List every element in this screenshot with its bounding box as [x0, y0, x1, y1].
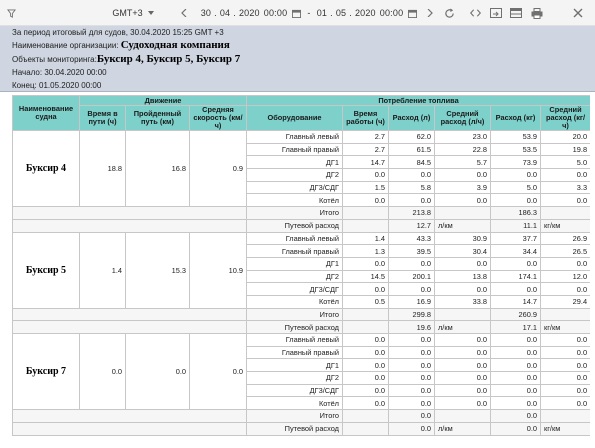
total-work-cell: [343, 207, 389, 220]
equipment-name-cell: Котёл: [247, 194, 343, 207]
work-time-cell: 0.0: [343, 346, 389, 359]
avg-consumption-l-cell: 0.0: [435, 397, 491, 410]
equipment-name-cell: ДГ2: [247, 372, 343, 385]
equipment-name-cell: ДГ2: [247, 270, 343, 283]
table-row: [13, 131, 591, 144]
export-icon[interactable]: [488, 0, 504, 26]
consumption-l-cell: 0.0: [389, 334, 435, 347]
consumption-kg-cell: 0.0: [491, 194, 541, 207]
route-consumption-row: [13, 219, 591, 232]
avg-consumption-kg-cell: 20.0: [541, 131, 591, 144]
route-label-cell: Путевой расход: [247, 321, 343, 334]
avg-consumption-kg-cell: 0.0: [541, 372, 591, 385]
route-l-cell: 19.6: [389, 321, 435, 334]
avg-consumption-kg-cell: 5.0: [541, 156, 591, 169]
code-icon[interactable]: [468, 0, 482, 26]
close-icon[interactable]: [570, 0, 586, 26]
col-avg-consumption-l-header: Средний расход (л/ч): [435, 106, 491, 131]
date-from-field[interactable]: [198, 0, 290, 26]
route-label-cell: Путевой расход: [247, 219, 343, 232]
avg-speed-cell: 0.9: [190, 131, 247, 207]
consumption-l-cell: 0.0: [389, 257, 435, 270]
date-to-day: 01: [316, 8, 328, 18]
back-icon[interactable]: [178, 0, 190, 26]
consumption-kg-cell: 0.0: [491, 372, 541, 385]
consumption-kg-cell: 0.0: [491, 359, 541, 372]
objects-label: Объекты мониторинга:: [12, 55, 97, 64]
work-time-cell: 0.0: [343, 257, 389, 270]
chevron-down-icon: [148, 11, 154, 15]
equipment-name-cell: ДГ2: [247, 169, 343, 182]
total-spacer-cell: [13, 308, 247, 321]
total-kg-cell: 0.0: [491, 410, 541, 423]
work-time-cell: 0.0: [343, 397, 389, 410]
consumption-l-cell: 5.8: [389, 181, 435, 194]
work-time-cell: 1.4: [343, 232, 389, 245]
route-l-unit-cell: л/км: [435, 219, 491, 232]
avg-consumption-kg-cell: 12.0: [541, 270, 591, 283]
route-kg-unit-cell: кг/км: [541, 422, 591, 435]
route-kg-cell: 0.0: [491, 422, 541, 435]
total-l-cell: 299.8: [389, 308, 435, 321]
date-separator: -: [307, 8, 311, 18]
consumption-kg-cell: 0.0: [491, 334, 541, 347]
total-l-cell: 213.8: [389, 207, 435, 220]
time-travel-cell: 0.0: [80, 334, 126, 410]
consumption-l-cell: 0.0: [389, 384, 435, 397]
route-kg-unit-cell: кг/км: [541, 219, 591, 232]
equipment-name-cell: ДГ1: [247, 257, 343, 270]
date-to-year: 2020: [354, 8, 376, 18]
table-body: [13, 131, 591, 436]
avg-consumption-l-cell: 0.0: [435, 384, 491, 397]
consumption-kg-cell: 0.0: [491, 257, 541, 270]
total-row: [13, 207, 591, 220]
consumption-l-cell: 0.0: [389, 169, 435, 182]
date-from-month: 04: [219, 8, 231, 18]
table-row: [13, 334, 591, 347]
total-kg-cell: 260.9: [491, 308, 541, 321]
total-kg-cell: 186.3: [491, 207, 541, 220]
route-kg-cell: 11.1: [491, 219, 541, 232]
equipment-name-cell: Главный правый: [247, 346, 343, 359]
print-icon[interactable]: [529, 0, 545, 26]
work-time-cell: 0.0: [343, 194, 389, 207]
col-distance-header: Пройденный путь (км): [126, 106, 190, 131]
total-avg-l-cell: [435, 410, 491, 423]
avg-consumption-kg-cell: 0.0: [541, 334, 591, 347]
filter-icon[interactable]: [4, 0, 18, 26]
vessel-name-cell: Буксир 7: [13, 334, 80, 410]
vessel-name-cell: Буксир 5: [13, 232, 80, 308]
vessel-name-cell: Буксир 4: [13, 131, 80, 207]
work-time-cell: 0.0: [343, 359, 389, 372]
avg-consumption-kg-cell: 3.3: [541, 181, 591, 194]
total-label-cell: Итого: [247, 207, 343, 220]
date-from-day: 30: [200, 8, 212, 18]
consumption-l-cell: 0.0: [389, 397, 435, 410]
total-label-cell: Итого: [247, 308, 343, 321]
consumption-kg-cell: 53.9: [491, 131, 541, 144]
avg-speed-cell: 10.9: [190, 232, 247, 308]
total-row: [13, 308, 591, 321]
equipment-name-cell: Главный левый: [247, 232, 343, 245]
route-work-cell: [343, 422, 389, 435]
avg-consumption-l-cell: 0.0: [435, 372, 491, 385]
date-from-year: 2020: [238, 8, 260, 18]
col-vessel-header: Наименование судна: [13, 96, 80, 131]
route-kg-cell: 17.1: [491, 321, 541, 334]
organization-line: [12, 39, 230, 51]
equipment-name-cell: ДГ1: [247, 359, 343, 372]
avg-consumption-l-cell: 0.0: [435, 346, 491, 359]
avg-speed-cell: 0.0: [190, 334, 247, 410]
consumption-l-cell: 39.5: [389, 245, 435, 258]
group-motion-header: Движение: [80, 96, 247, 106]
time-travel-cell: 18.8: [80, 131, 126, 207]
date-to-month: 05: [335, 8, 347, 18]
date-from-time: 00:00: [263, 8, 288, 18]
calendar-icon[interactable]: [406, 0, 418, 26]
table-row: [13, 232, 591, 245]
avg-consumption-l-cell: 30.4: [435, 245, 491, 258]
consumption-kg-cell: 53.5: [491, 143, 541, 156]
consumption-kg-cell: 174.1: [491, 270, 541, 283]
total-avg-kg-cell: [541, 410, 591, 423]
refresh-icon[interactable]: [442, 0, 456, 26]
avg-consumption-kg-cell: 0.0: [541, 359, 591, 372]
route-kg-unit-cell: кг/км: [541, 321, 591, 334]
route-spacer-cell: [13, 422, 247, 435]
avg-consumption-l-cell: 0.0: [435, 334, 491, 347]
avg-consumption-l-cell: 5.7: [435, 156, 491, 169]
date-dot: .: [349, 8, 352, 18]
consumption-kg-cell: 0.0: [491, 397, 541, 410]
table-header: [13, 96, 591, 131]
period-line: За период итоговый для судов, 30.04.2020 15:25 GMT +3: [12, 28, 224, 37]
distance-cell: 0.0: [126, 334, 190, 410]
route-l-unit-cell: л/км: [435, 321, 491, 334]
work-time-cell: 1.3: [343, 245, 389, 258]
calendar-icon[interactable]: [290, 0, 302, 26]
avg-consumption-l-cell: 22.8: [435, 143, 491, 156]
avg-consumption-kg-cell: 0.0: [541, 194, 591, 207]
total-avg-kg-cell: [541, 207, 591, 220]
equipment-name-cell: ДГ3/СДГ: [247, 384, 343, 397]
consumption-kg-cell: 0.0: [491, 384, 541, 397]
avg-consumption-l-cell: 33.8: [435, 295, 491, 308]
date-dot: .: [330, 8, 333, 18]
route-work-cell: [343, 321, 389, 334]
organization-label: Наименование организации:: [12, 41, 119, 50]
consumption-l-cell: 43.3: [389, 232, 435, 245]
equipment-name-cell: Главный левый: [247, 131, 343, 144]
consumption-l-cell: 62.0: [389, 131, 435, 144]
work-time-cell: 0.0: [343, 169, 389, 182]
consumption-l-cell: 0.0: [389, 359, 435, 372]
avg-consumption-kg-cell: 0.0: [541, 257, 591, 270]
total-spacer-cell: [13, 410, 247, 423]
total-spacer-cell: [13, 207, 247, 220]
consumption-kg-cell: 5.0: [491, 181, 541, 194]
avg-consumption-l-cell: 3.9: [435, 181, 491, 194]
route-consumption-row: [13, 321, 591, 334]
route-l-cell: 12.7: [389, 219, 435, 232]
total-avg-l-cell: [435, 308, 491, 321]
work-time-cell: 0.0: [343, 334, 389, 347]
group-fuel-header: Потребление топлива: [247, 96, 591, 106]
total-avg-kg-cell: [541, 308, 591, 321]
date-dot: .: [233, 8, 236, 18]
work-time-cell: 2.7: [343, 131, 389, 144]
objects-line: [12, 53, 240, 65]
consumption-kg-cell: 73.9: [491, 156, 541, 169]
equipment-name-cell: ДГ1: [247, 156, 343, 169]
organization-value: Судоходная компания: [120, 39, 230, 51]
avg-consumption-kg-cell: 0.0: [541, 397, 591, 410]
avg-consumption-kg-cell: 0.0: [541, 283, 591, 296]
equipment-name-cell: Котёл: [247, 295, 343, 308]
work-time-cell: 0.0: [343, 384, 389, 397]
col-consumption-l-header: Расход (л): [389, 106, 435, 131]
work-time-cell: 2.7: [343, 143, 389, 156]
consumption-l-cell: 16.9: [389, 295, 435, 308]
consumption-l-cell: 0.0: [389, 283, 435, 296]
avg-consumption-kg-cell: 0.0: [541, 169, 591, 182]
work-time-cell: 0.5: [343, 295, 389, 308]
total-work-cell: [343, 308, 389, 321]
date-to-field[interactable]: [314, 0, 406, 26]
work-time-cell: 1.5: [343, 181, 389, 194]
fuel-report-table: [12, 95, 590, 436]
avg-consumption-l-cell: 0.0: [435, 169, 491, 182]
work-time-cell: 14.5: [343, 270, 389, 283]
avg-consumption-l-cell: 0.0: [435, 194, 491, 207]
consumption-kg-cell: 0.0: [491, 169, 541, 182]
col-avg-consumption-kg-header: Средний расход (кг/ч): [541, 106, 591, 131]
forward-icon[interactable]: [424, 0, 436, 26]
table-icon[interactable]: [508, 0, 524, 26]
consumption-kg-cell: 37.7: [491, 232, 541, 245]
date-to-time: 00:00: [379, 8, 404, 18]
avg-consumption-kg-cell: 19.8: [541, 143, 591, 156]
route-spacer-cell: [13, 321, 247, 334]
report-header: [0, 26, 595, 92]
consumption-l-cell: 61.5: [389, 143, 435, 156]
avg-consumption-l-cell: 13.8: [435, 270, 491, 283]
consumption-kg-cell: 0.0: [491, 346, 541, 359]
time-travel-cell: 1.4: [80, 232, 126, 308]
total-row: [13, 410, 591, 423]
avg-consumption-kg-cell: 26.5: [541, 245, 591, 258]
col-work-time-header: Время работы (ч): [343, 106, 389, 131]
col-avg-speed-header: Средняя скорость (км/ч): [190, 106, 247, 131]
timezone-value: GMT+3: [112, 8, 143, 18]
avg-consumption-kg-cell: 29.4: [541, 295, 591, 308]
work-time-cell: 0.0: [343, 372, 389, 385]
avg-consumption-l-cell: 0.0: [435, 359, 491, 372]
equipment-name-cell: Главный правый: [247, 245, 343, 258]
route-label-cell: Путевой расход: [247, 422, 343, 435]
equipment-name-cell: Главный левый: [247, 334, 343, 347]
start-line: Начало: 30.04.2020 00:00: [12, 68, 107, 77]
report-table-wrap: [12, 95, 590, 448]
total-l-cell: 0.0: [389, 410, 435, 423]
timezone-select[interactable]: [110, 0, 156, 26]
route-l-unit-cell: л/км: [435, 422, 491, 435]
consumption-kg-cell: 14.7: [491, 295, 541, 308]
consumption-l-cell: 0.0: [389, 372, 435, 385]
consumption-l-cell: 84.5: [389, 156, 435, 169]
route-work-cell: [343, 219, 389, 232]
consumption-kg-cell: 34.4: [491, 245, 541, 258]
route-l-cell: 0.0: [389, 422, 435, 435]
distance-cell: 15.3: [126, 232, 190, 308]
consumption-l-cell: 200.1: [389, 270, 435, 283]
equipment-name-cell: ДГ3/СДГ: [247, 181, 343, 194]
work-time-cell: 14.7: [343, 156, 389, 169]
avg-consumption-kg-cell: 0.0: [541, 346, 591, 359]
col-equipment-header: Оборудование: [247, 106, 343, 131]
equipment-name-cell: Главный правый: [247, 143, 343, 156]
equipment-name-cell: Котёл: [247, 397, 343, 410]
total-avg-l-cell: [435, 207, 491, 220]
date-dot: .: [214, 8, 217, 18]
report-toolbar: [0, 0, 595, 26]
col-consumption-kg-header: Расход (кг): [491, 106, 541, 131]
consumption-kg-cell: 0.0: [491, 283, 541, 296]
col-time-travel-header: Время в пути (ч): [80, 106, 126, 131]
objects-value: Буксир 4, Буксир 5, Буксир 7: [96, 53, 241, 65]
distance-cell: 16.8: [126, 131, 190, 207]
route-consumption-row: [13, 422, 591, 435]
avg-consumption-kg-cell: 0.0: [541, 384, 591, 397]
avg-consumption-l-cell: 0.0: [435, 257, 491, 270]
total-work-cell: [343, 410, 389, 423]
end-line: Конец: 01.05.2020 00:00: [12, 81, 102, 90]
consumption-l-cell: 0.0: [389, 346, 435, 359]
equipment-name-cell: ДГ3/СДГ: [247, 283, 343, 296]
consumption-l-cell: 0.0: [389, 194, 435, 207]
total-label-cell: Итого: [247, 410, 343, 423]
avg-consumption-l-cell: 30.9: [435, 232, 491, 245]
avg-consumption-kg-cell: 26.9: [541, 232, 591, 245]
route-spacer-cell: [13, 219, 247, 232]
work-time-cell: 0.0: [343, 283, 389, 296]
avg-consumption-l-cell: 0.0: [435, 283, 491, 296]
avg-consumption-l-cell: 23.0: [435, 131, 491, 144]
